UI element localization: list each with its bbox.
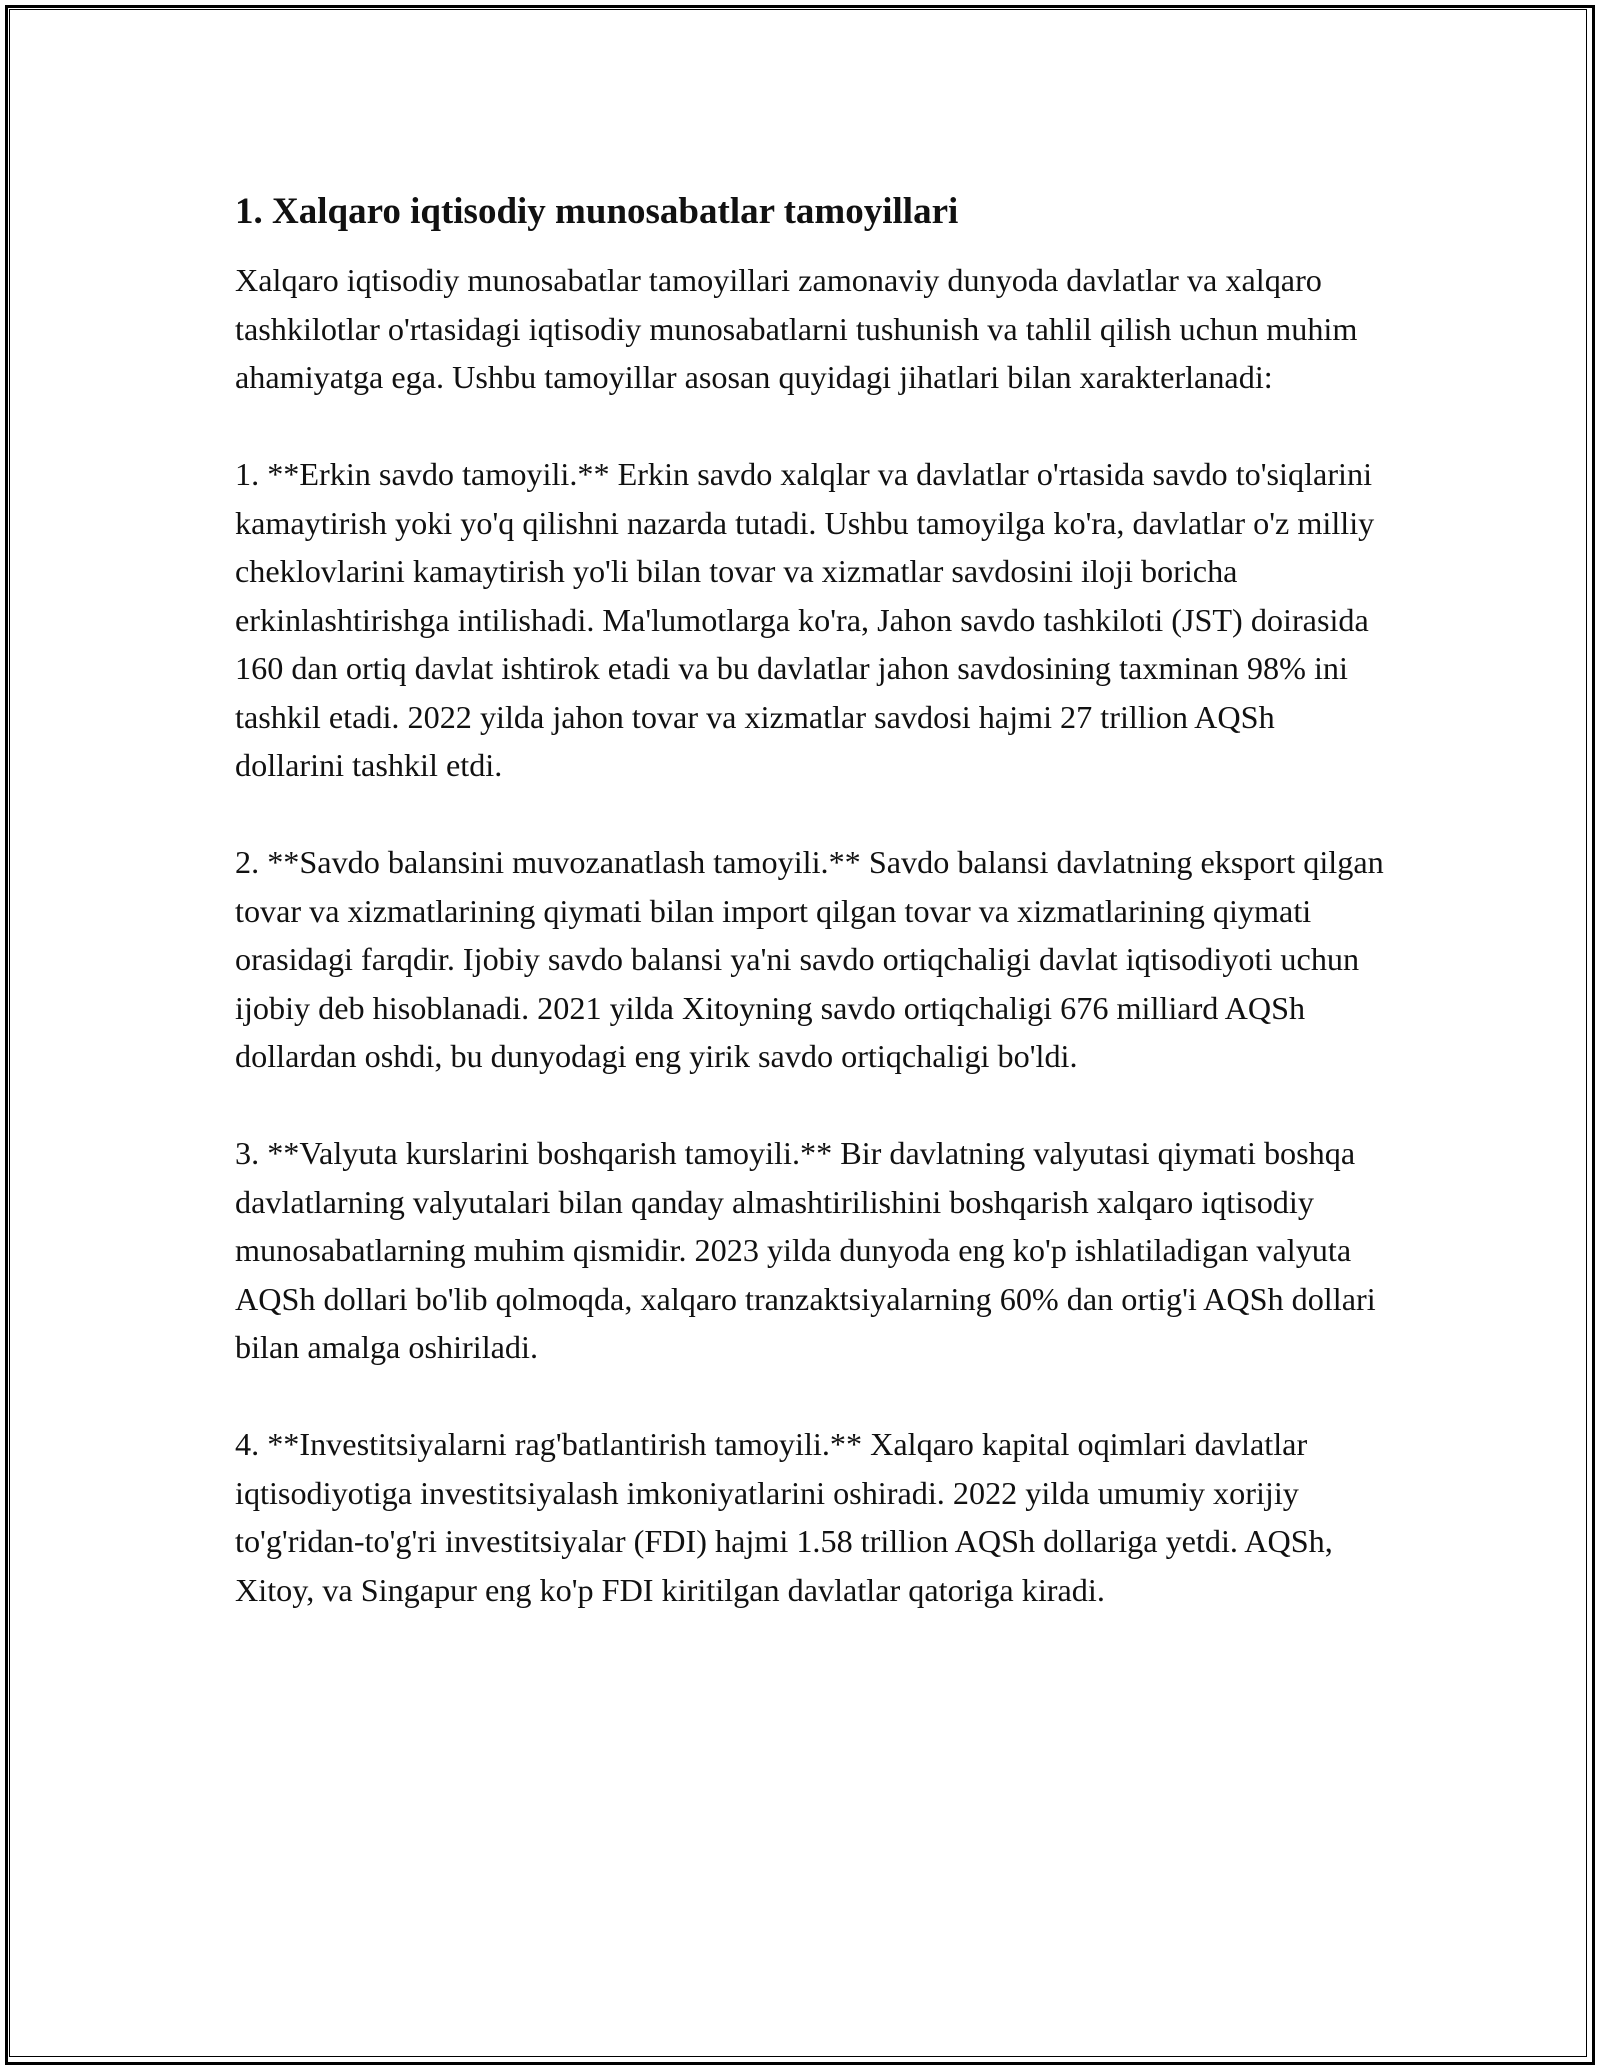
free-trade-paragraph: 1. **Erkin savdo tamoyili.** Erkin savdo xalqlar va davlatlar o'rtasida savdo to'siqlarini kamaytirish yoki yo'q qilishni nazarda tutadi. Ushbu tamoyilga ko'ra, davlatlar o'z milliy cheklovlarini kamaytirish yo'li bilan tovar va xizmatlar savdosini iloji boricha erkinlashtirishga intilishadi. Ma'lumotlarga ko'ra, Jahon savdo tashkiloti (JST) doirasida 160 dan ortiq davlat ishtirok etadi va bu davlatlar jahon savdosining taxminan 98% ini tashkil etadi. 2022 yilda jahon tovar va xizmatlar savdosi hajmi 27 trillion AQSh dollarini tashkil etdi.: [235, 456, 1375, 783]
document-body: [235, 188, 1385, 1663]
trade-balance-paragraph: 2. **Savdo balansini muvozanatlash tamoyili.** Savdo balansi davlatning eksport qilgan tovar va xizmatlarining qiymati bilan import qilgan tovar va xizmatlarining qiymati orasidagi farqdir. Ijobiy savdo balansi ya'ni savdo ortiqchaligi davlat iqtisodiyoti uchun ijobiy deb hisoblanadi. 2021 yilda Xitoyning savdo ortiqchaligi 676 milliard AQSh dollardan oshdi, bu dunyodagi eng yirik savdo ortiqchaligi bo'ldi.: [235, 844, 1384, 1074]
section-title: 1. Xalqaro iqtisodiy munosabatlar tamoyillari: [235, 191, 959, 232]
exchange-rate-paragraph: 3. **Valyuta kurslarini boshqarish tamoyili.** Bir davlatning valyutasi qiymati boshqa davlatlarning valyutalari bilan qanday almashtirilishini boshqarish xalqaro iqtisodiy munosabatlarning muhim qismidir. 2023 yilda dunyoda eng ko'p ishlatiladigan valyuta AQSh dollari bo'lib qolmoqda, xalqaro tranzaktsiyalarning 60% dan ortig'i AQSh dollari bilan amalga oshiriladi.: [235, 1135, 1376, 1365]
investment-paragraph: 4. **Investitsiyalarni rag'batlantirish tamoyili.** Xalqaro kapital oqimlari davlatlar iqtisodiyotiga investitsiyalash imkoniyatlarini oshiradi. 2022 yilda umumiy xorijiy to'g'ridan-to'g'ri investitsiyalar (FDI) hajmi 1.58 trillion AQSh dollariga yetdi. AQSh, Xitoy, va Singapur eng ko'p FDI kiritilgan davlatlar qatoriga kiradi.: [235, 1426, 1333, 1608]
intro-paragraph: Xalqaro iqtisodiy munosabatlar tamoyillari zamonaviy dunyoda davlatlar va xalqaro tashkilotlar o'rtasidagi iqtisodiy munosabatlarni tushunish va tahlil qilish uchun muhim ahamiyatga ega. Ushbu tamoyillar asosan quyidagi jihatlari bilan xarakterlanadi:: [235, 262, 1358, 395]
